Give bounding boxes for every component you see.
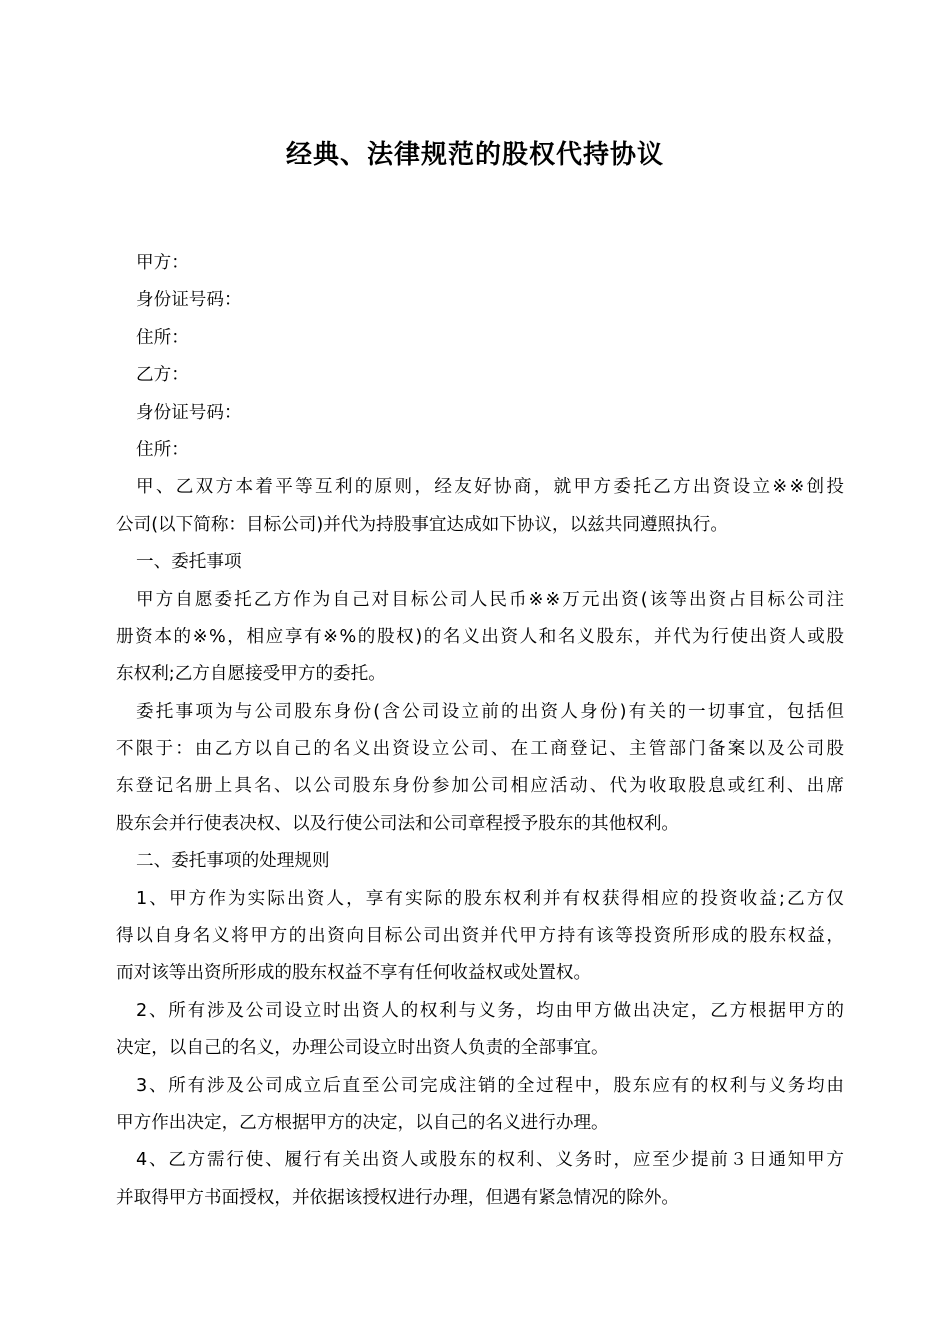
preamble-line: 甲、乙双方本着平等互利的原则，经友好协商，就甲方委托乙方出资设立※※创投 [136, 477, 844, 498]
rule-1-line: 1、甲方作为实际出资人，享有实际的股东权利并有权获得相应的投资收益;乙方仅 [136, 888, 844, 909]
section-heading-1: 一、委托事项 [136, 552, 242, 573]
rule-3-line: 3、所有涉及公司成立后直至公司完成注销的全过程中，股东应有的权利与义务均由 [136, 1075, 844, 1096]
clause-text-line: 股东会并行使表决权、以及行使公司法和公司章程授予股东的其他权利。 [116, 813, 680, 834]
party-b-label: 乙方： [136, 365, 189, 386]
document-title: 经典、法律规范的股权代持协议 [285, 140, 664, 170]
clause-text-line: 东登记名册上具名、以公司股东身份参加公司相应活动、代为收取股息或红利、出席 [116, 776, 844, 797]
clause-text-line: 甲方自愿委托乙方作为自己对目标公司人民币※※万元出资(该等出资占目标公司注 [136, 589, 844, 610]
preamble-line: 公司(以下简称：目标公司)并代为持股事宜达成如下协议，以兹共同遵照执行。 [116, 514, 728, 535]
rule-1-line: 得以自身名义将甲方的出资向目标公司出资并代甲方持有该等投资所形成的股东权益， [116, 926, 844, 947]
party-a-id-label: 身份证号码： [136, 290, 242, 311]
party-a-address-label: 住所： [136, 327, 189, 348]
clause-text-line: 册资本的※%，相应享有※%的股权)的名义出资人和名义股东，并代为行使出资人或股 [116, 626, 844, 647]
party-a-label: 甲方： [136, 253, 189, 273]
rule-4-line: 4、乙方需行使、履行有关出资人或股东的权利、义务时，应至少提前３日通知甲方 [136, 1150, 844, 1171]
rule-4-line: 并取得甲方书面授权，并依据该授权进行办理，但遇有紧急情况的除外。 [116, 1187, 680, 1208]
rule-2-line: 2、所有涉及公司设立时出资人的权利与义务，均由甲方做出决定，乙方根据甲方的 [136, 1000, 844, 1021]
party-b-address-label: 住所： [136, 439, 189, 460]
rule-1-line: 而对该等出资所形成的股东权益不享有任何收益权或处置权。 [116, 963, 592, 984]
rule-3-line: 甲方作出决定，乙方根据甲方的决定，以自己的名义进行办理。 [116, 1112, 609, 1133]
party-b-id-label: 身份证号码： [136, 402, 242, 423]
clause-text-line: 不限于：由乙方以自己的名义出资设立公司、在工商登记、主管部门备案以及公司股 [116, 739, 844, 760]
rule-2-line: 决定，以自己的名义，办理公司设立时出资人负责的全部事宜。 [116, 1038, 609, 1059]
document-body [116, 245, 844, 1217]
section-heading-2: 二、委托事项的处理规则 [136, 851, 330, 872]
clause-text-line: 东权利;乙方自愿接受甲方的委托。 [116, 664, 386, 685]
clause-text-line: 委托事项为与公司股东身份(含公司设立前的出资人身份)有关的一切事宜，包括但 [136, 701, 844, 722]
